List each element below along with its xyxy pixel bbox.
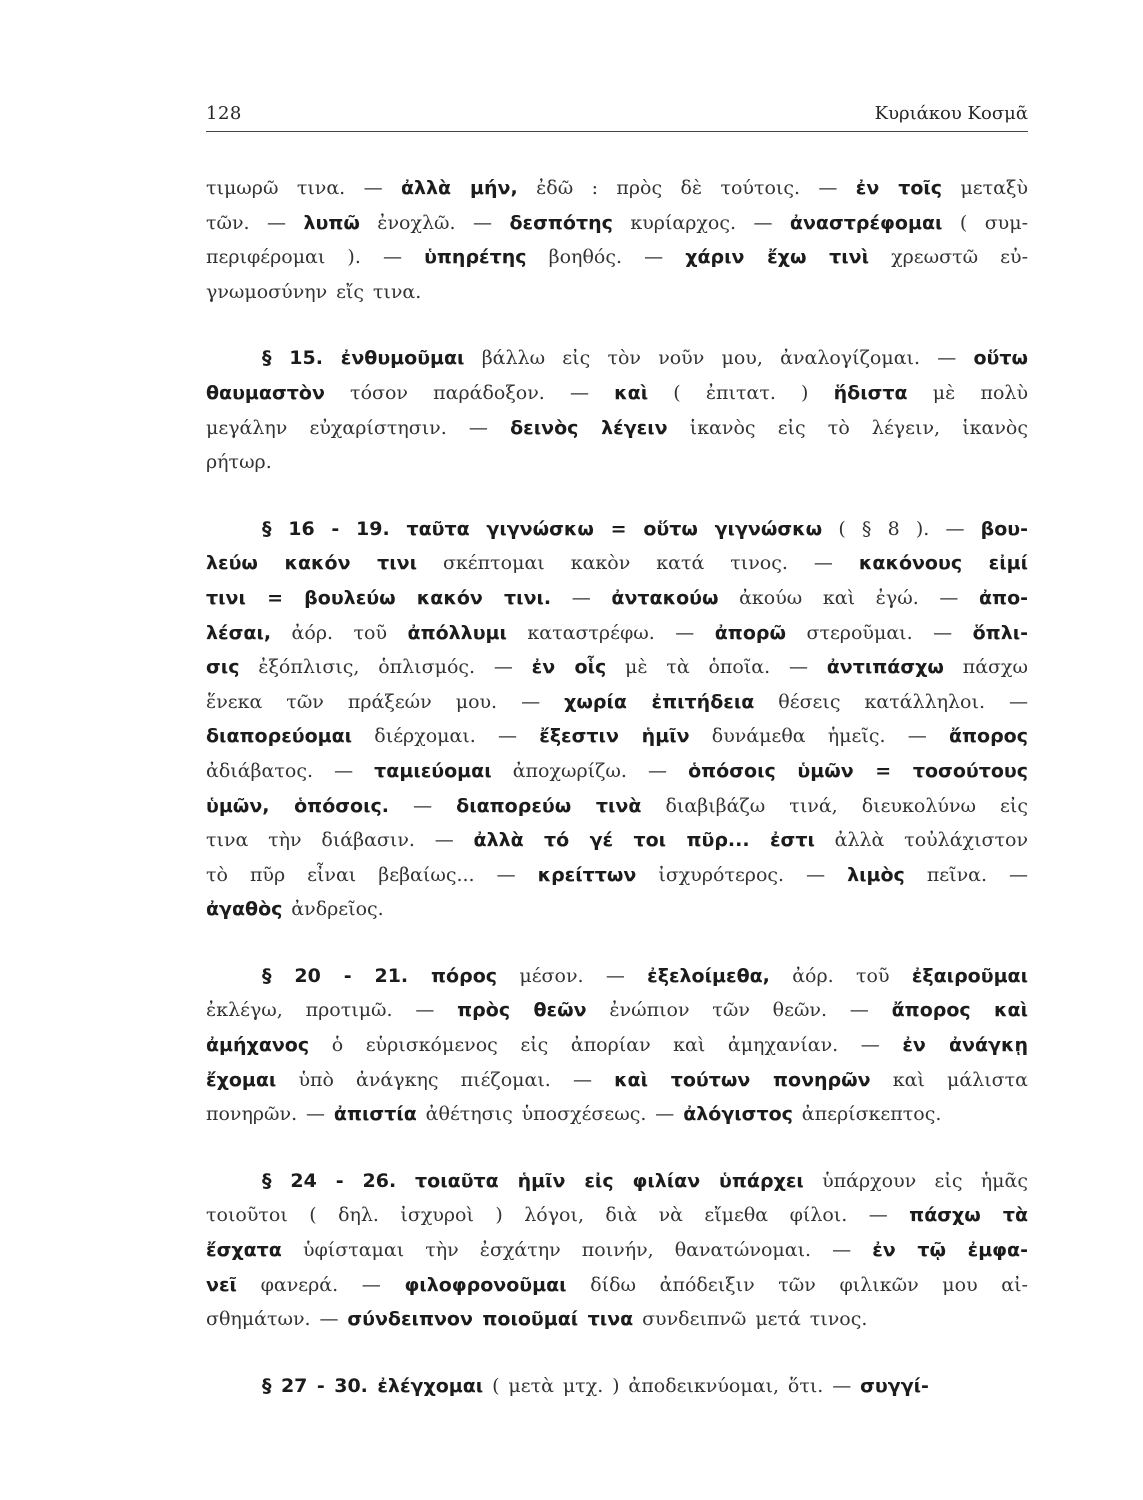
lemma-term: ὑπηρέτης — [424, 246, 527, 269]
text-line — [206, 616, 1028, 651]
text-line — [206, 240, 1028, 275]
definition-text: τῶν. — — [206, 211, 304, 234]
text-line — [206, 754, 1028, 789]
running-title: Κυριάκου Κοσμᾶ — [874, 103, 1028, 124]
lemma-term: ἀγαθὸς — [206, 898, 283, 921]
paragraph — [206, 1369, 1028, 1404]
definition-text: πεῖνα. — — [904, 863, 1029, 886]
lemma-term: ἀλλὰ τό γέ τοι πῦρ... ἐστι — [473, 829, 815, 852]
definition-text: πονηρῶν. — — [206, 1103, 334, 1126]
lemma-term: διαπορεύομαι — [206, 725, 353, 748]
lemma-term: ταμιεύομαι — [374, 759, 492, 782]
lemma-term: ἀλλὰ μήν, — [400, 177, 518, 199]
lemma-term: δεινὸς λέγειν — [510, 416, 668, 439]
lemma-term: συγγί- — [860, 1374, 929, 1397]
definition-text: ὁ εὑρισκόμενος εἰς ἀπορίαν καὶ ἀμηχανίαν. — — [309, 1034, 903, 1057]
text-line — [206, 1063, 1028, 1098]
text-line — [206, 512, 1028, 547]
text-line — [206, 823, 1028, 858]
lemma-term: ἔχομαι — [206, 1068, 277, 1091]
header-rule — [206, 131, 1028, 132]
lemma-term: καὶ τούτων πονηρῶν — [614, 1068, 871, 1091]
text-line — [206, 546, 1028, 581]
lemma-term: ὑμῶν, ὁπόσοις. — [206, 794, 389, 817]
definition-text: ἐδῶ : πρὸς δὲ τούτοις. — — [517, 177, 856, 199]
lemma-term: ἀντακούω — [611, 586, 719, 609]
lemma-term: ἥδιστα — [833, 381, 908, 404]
definition-text: δυνάμεθα ἡμεῖς. — — [689, 725, 949, 748]
text-line — [206, 1097, 1028, 1132]
lemma-term: ἐν τοῖς — [855, 177, 943, 199]
lemma-term: § 15. ἐνθυμοῦμαι — [262, 347, 465, 370]
lemma-term: ἔσχατα — [206, 1239, 282, 1262]
text-line — [206, 993, 1028, 1028]
text-line — [206, 376, 1028, 411]
text-line — [206, 789, 1028, 824]
definition-text: μεταξὺ — [942, 177, 1028, 199]
text-line — [206, 445, 1028, 480]
lemma-term: κακόνους εἰμί — [858, 552, 1029, 575]
lemma-term: λυπῶ — [303, 211, 360, 234]
definition-text: ἀόρ. τοῦ — [769, 964, 912, 987]
definition-text: γνωμοσύνην εἴς τινα. — [206, 280, 422, 303]
lemma-term: ἀπο- — [979, 586, 1029, 609]
lemma-term: οὕτω — [973, 347, 1028, 370]
paragraph — [206, 341, 1028, 479]
lemma-term: βου- — [980, 517, 1028, 540]
lemma-term: ἐξαιροῦμαι — [911, 964, 1029, 987]
lemma-term: ἀναστρέφομαι — [789, 211, 943, 234]
definition-text: τιμωρῶ τινα. — — [206, 177, 401, 199]
lemma-term: ἐν οἷς — [531, 656, 607, 679]
lemma-term: ἄπορος καὶ — [891, 999, 1028, 1022]
text-line — [206, 206, 1028, 241]
lemma-term: ἀντιπάσχω — [826, 656, 944, 679]
text-line — [206, 1302, 1028, 1337]
definition-text: ἀνδρεῖος. — [282, 898, 384, 921]
lemma-term: ἀμήχανος — [206, 1034, 310, 1057]
text-line — [206, 1198, 1028, 1233]
paragraph-gap — [206, 1132, 1028, 1164]
text-line — [206, 858, 1028, 893]
definition-text: φανερά. — — [236, 1273, 405, 1296]
definition-text: δίδω ἀπόδειξιν τῶν φιλικῶν μου αἰ- — [566, 1273, 1028, 1296]
text-line — [206, 650, 1028, 685]
lemma-term: ὅπλι- — [972, 621, 1029, 644]
definition-text: ὑπάρχουν εἰς ἡμᾶς — [803, 1169, 1028, 1192]
definition-text: ἀποχωρίζω. — — [491, 759, 689, 782]
lemma-term: διαπορεύω τινὰ — [456, 794, 642, 817]
lemma-term: χωρία ἐπιτήδεια — [564, 690, 755, 713]
text-line — [206, 1268, 1028, 1303]
definition-text: ρήτωρ. — [206, 451, 272, 474]
body-text — [206, 171, 1028, 1403]
paragraph — [206, 1164, 1028, 1337]
lemma-term: χάριν ἔχω τινὶ — [685, 246, 869, 269]
definition-text: βοηθός. — — [526, 246, 686, 269]
definition-text: ( ἐπιτατ. ) — [648, 381, 834, 404]
definition-text: ἀπερίσκεπτος. — [792, 1103, 942, 1126]
lemma-term: τινι = βουλεύω κακόν τινι. — [206, 586, 552, 609]
paragraph-gap — [206, 480, 1028, 512]
lemma-term: λεύω κακόν τινι — [206, 552, 417, 575]
definition-text: χρεωστῶ εὐ- — [869, 246, 1028, 269]
definition-text: τόσον παράδοξον. — — [324, 381, 615, 404]
lemma-term: ἀλόγιστος — [683, 1103, 793, 1126]
paragraph-gap — [206, 1337, 1028, 1369]
definition-text: ( μετὰ μτχ. ) ἀποδεικνύομαι, ὅτι. — — [483, 1374, 861, 1397]
definition-text: καταστρέφω. — — [506, 621, 715, 644]
definition-text: ἀλλὰ τοὐλάχιστον — [814, 829, 1028, 852]
lemma-term: κρείττων — [537, 863, 637, 886]
definition-text: στεροῦμαι. — — [786, 621, 973, 644]
definition-text: ὑφίσταμαι τὴν ἐσχάτην ποινήν, θανατώνομαι. — — [281, 1239, 873, 1262]
definition-text: μέσον. — — [497, 964, 648, 987]
running-head — [206, 100, 1028, 130]
definition-text: διέρχομαι. — — [352, 725, 540, 748]
text-line — [206, 685, 1028, 720]
paragraph — [206, 512, 1028, 927]
definition-text: μὲ τὰ ὁποῖα. — — [606, 656, 827, 679]
text-line — [206, 1369, 1028, 1404]
definition-text: — — [551, 586, 612, 609]
paragraph-gap — [206, 927, 1028, 959]
definition-text: τινα τὴν διάβασιν. — — [206, 829, 474, 852]
text-line — [206, 892, 1028, 927]
text-line — [206, 411, 1028, 446]
definition-text: ἀδιάβατος. — — [206, 759, 375, 782]
text-line — [206, 581, 1028, 616]
lemma-term: θαυμαστὸν — [206, 381, 325, 404]
lemma-term: § 24 - 26. τοιαῦτα ἡμῖν εἰς φιλίαν ὑπάρχει — [262, 1169, 804, 1192]
definition-text: μὲ πολὺ — [907, 381, 1028, 404]
paragraph-gap — [206, 309, 1028, 341]
lemma-term: λέσαι, — [206, 621, 272, 644]
text-line — [206, 1233, 1028, 1268]
lemma-term: καὶ — [614, 381, 649, 404]
paragraph — [206, 171, 1028, 309]
definition-text: ἀόρ. τοῦ — [271, 621, 408, 644]
paragraph — [206, 959, 1028, 1132]
definition-text: διαβιβάζω τινά, διευκολύνω εἰς — [641, 794, 1028, 817]
lemma-term: δεσπότης — [509, 211, 613, 234]
text-line — [206, 1164, 1028, 1199]
lemma-term: λιμὸς — [847, 863, 905, 886]
lemma-term: ἐξελοίμεθα, — [647, 964, 770, 987]
lemma-term: § 27 - 30. ἐλέγχομαι — [262, 1374, 484, 1397]
lemma-term: ἐν τῷ ἐμφα- — [872, 1239, 1028, 1262]
lemma-term: ἄπορος — [948, 725, 1028, 748]
lemma-term: ἀπιστία — [333, 1103, 417, 1126]
lemma-term: σύνδειπνον ποιοῦμαί τινα — [347, 1308, 634, 1331]
definition-text: ἀκούω καὶ ἐγώ. — — [718, 586, 979, 609]
text-line — [206, 171, 1028, 206]
definition-text: ἐνώπιον τῶν θεῶν. — — [586, 999, 892, 1022]
definition-text: περιφέρομαι ). — — [206, 246, 425, 269]
definition-text: ὑπὸ ἀνάγκης πιέζομαι. — — [276, 1068, 615, 1091]
definition-text: ἐκλέγω, προτιμῶ. — — [206, 999, 458, 1022]
definition-text: ἰσχυρότερος. — — [636, 863, 848, 886]
lemma-term: ὁπόσοις ὑμῶν = τοσούτους — [688, 759, 1029, 782]
definition-text: συνδειπνῶ μετά τινος. — [633, 1308, 868, 1331]
lemma-term: νεῖ — [206, 1273, 237, 1296]
definition-text: κυρίαρχος. — — [612, 211, 790, 234]
definition-text: ( συμ- — [942, 211, 1028, 234]
lemma-term: πάσχω τὰ — [909, 1204, 1029, 1227]
text-line — [206, 719, 1028, 754]
lemma-term: πρὸς θεῶν — [457, 999, 587, 1022]
lemma-term: ἀπόλλυμι — [407, 621, 507, 644]
definition-text: σκέπτομαι κακὸν κατά τινος. — — [416, 552, 859, 575]
lemma-term: φιλοφρονοῦμαι — [404, 1273, 567, 1296]
definition-text: μεγάλην εὐχαρίστησιν. — — [206, 416, 511, 439]
page-number: 128 — [206, 103, 242, 124]
text-line — [206, 341, 1028, 376]
lemma-term: § 20 - 21. πόρος — [262, 964, 498, 987]
lemma-term: σις — [206, 656, 240, 679]
definition-text: καὶ μάλιστα — [870, 1068, 1028, 1091]
definition-text: ἱκανὸς εἰς τὸ λέγειν, ἱκανὸς — [667, 416, 1029, 439]
definition-text: ( § 8 ). — — [822, 517, 981, 540]
definition-text: ἐξόπλισις, ὁπλισμός. — — [239, 656, 532, 679]
definition-text: σθημάτων. — — [206, 1308, 348, 1331]
text-line — [206, 275, 1028, 310]
definition-text: ἀθέτησις ὑποσχέσεως. — — [416, 1103, 684, 1126]
lemma-term: ἔξεστιν ἡμῖν — [539, 725, 690, 748]
definition-text: τοιοῦτοι ( δηλ. ἰσχυροὶ ) λόγοι, διὰ νὰ εἴμεθα φίλοι. — — [206, 1204, 910, 1227]
lemma-term: ἀπορῶ — [714, 621, 786, 644]
definition-text: τὸ πῦρ εἶναι βεβαίως... — — [206, 863, 538, 886]
text-line — [206, 1028, 1028, 1063]
definition-text: ἕνεκα τῶν πράξεών μου. — — [206, 690, 565, 713]
text-line — [206, 959, 1028, 994]
definition-text: βάλλω εἰς τὸν νοῦν μου, ἀναλογίζομαι. — — [464, 347, 974, 370]
definition-text: ἐνοχλῶ. — — [359, 211, 510, 234]
definition-text: πάσχω — [943, 656, 1029, 679]
lemma-term: § 16 - 19. ταῦτα γιγνώσκω = οὕτω γιγνώσκω — [262, 517, 823, 540]
definition-text: — — [389, 794, 457, 817]
lemma-term: ἐν ἀνάγκῃ — [902, 1034, 1028, 1057]
definition-text: θέσεις κατάλληλοι. — — [754, 690, 1029, 713]
